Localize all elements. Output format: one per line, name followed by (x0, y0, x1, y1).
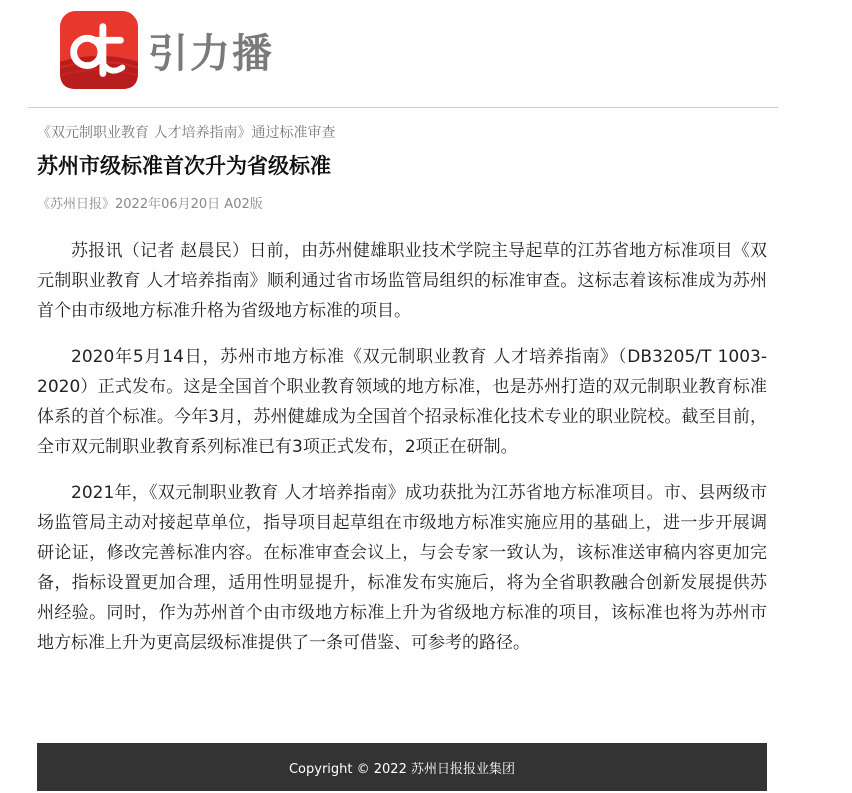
header-divider (28, 107, 778, 108)
article-body (37, 236, 767, 674)
site-logo[interactable] (60, 10, 274, 90)
brand-name: 引力播 (148, 30, 274, 77)
yinlibo-logo-icon (60, 11, 138, 89)
paragraph: 2021年，《双元制职业教育 人才培养指南》成功获批为江苏省地方标准项目。市、县两级市场监管局主动对接起草单位，指导项目起草组在市级地方标准实施应用的基础上，进一步开展调研论证，修改完善标准内容。在标准审查会议上，与会专家一致认为，该标准送审稿内容更加完备，指标设置更加合理，适用性明显提升，标准发布实施后，将为全省职教融合创新发展提供苏州经验。同时，作为苏州首个由市级地方标准上升为省级地方标准的项目，该标准也将为苏州市地方标准上升为更高层级标准提供了一条可借鉴、可参考的路径。 (37, 483, 767, 653)
article-title: 苏州市级标准首次升为省级标准 (37, 154, 331, 178)
page-footer (37, 743, 767, 791)
article-source: 《苏州日报》2022年06月20日 A02版 (37, 197, 263, 212)
paragraph: 苏报讯（记者 赵晨民）日前，由苏州健雄职业技术学院主导起草的江苏省地方标准项目《双元制职业教育 人才培养指南》顺利通过省市场监管局组织的标准审查。这标志着该标准成为苏州首个由市级地方标准升格为省级地方标准的项目。 (37, 241, 767, 321)
paragraph: 2020年5月14日，苏州市地方标准《双元制职业教育 人才培养指南》（DB3205/T 1003-2020）正式发布。这是全国首个职业教育领域的地方标准，也是苏州打造的双元制职业教育标准体系的首个标准。今年3月，苏州健雄成为全国首个招录标准化技术专业的职业院校。截至目前，全市双元制职业教育系列标准已有3项正式发布，2项正在研制。 (37, 347, 767, 457)
article-subtitle: 《双元制职业教育 人才培养指南》通过标准审查 (37, 125, 336, 141)
copyright-text: Copyright © 2022 苏州日报报业集团 (288, 761, 515, 777)
